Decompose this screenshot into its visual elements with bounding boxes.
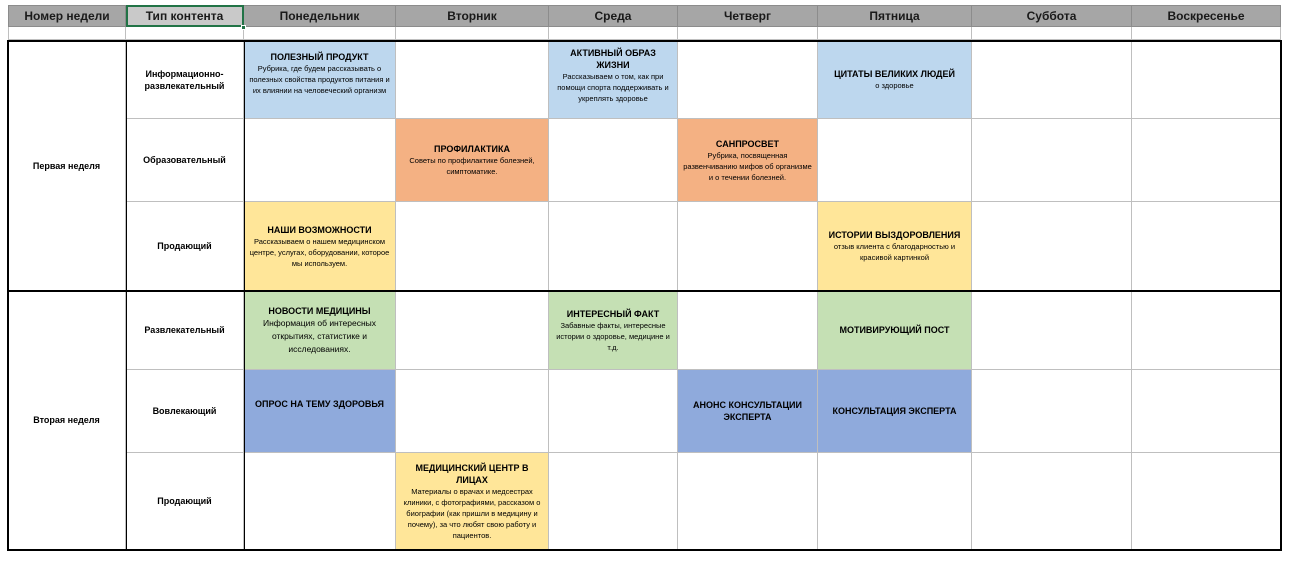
- selection-fill-handle[interactable]: [241, 25, 246, 30]
- empty-cell[interactable]: [818, 27, 972, 40]
- post-cell-our-capabilities[interactable]: [244, 202, 396, 291]
- column-divider: [244, 40, 245, 551]
- post-cell-motivational[interactable]: [818, 291, 972, 370]
- post-title: ИНТЕРЕСНЫЙ ФАКТ: [566, 308, 660, 319]
- post-title: ПОЛЕЗНЫЙ ПРОДУКТ: [270, 52, 369, 62]
- empty-cell[interactable]: [1132, 27, 1281, 40]
- empty-cell[interactable]: [972, 453, 1132, 550]
- empty-cell[interactable]: [396, 41, 549, 119]
- content-type-cell[interactable]: [126, 453, 244, 550]
- post-cell-interesting-fact[interactable]: [549, 291, 678, 370]
- empty-cell[interactable]: [1132, 291, 1281, 370]
- post-cell-quotes[interactable]: [818, 41, 972, 119]
- empty-cell[interactable]: [549, 119, 678, 202]
- post-title: ЦИТАТЫ ВЕЛИКИХ ЛЮДЕЙ: [834, 69, 955, 79]
- content-type-cell[interactable]: [126, 119, 244, 202]
- content-type-label: Продающий: [157, 241, 212, 251]
- empty-cell[interactable]: [1132, 370, 1281, 453]
- empty-cell[interactable]: [549, 453, 678, 550]
- header-week-number[interactable]: Номер недели: [8, 5, 126, 27]
- post-title: НОВОСТИ МЕДИЦИНЫ: [268, 305, 371, 316]
- empty-cell[interactable]: [126, 27, 244, 40]
- content-type-cell[interactable]: [126, 370, 244, 453]
- empty-cell[interactable]: [678, 202, 818, 291]
- empty-cell[interactable]: [1132, 453, 1281, 550]
- empty-cell[interactable]: [1132, 119, 1281, 202]
- empty-cell[interactable]: [972, 291, 1132, 370]
- header-day-friday[interactable]: Пятница: [818, 5, 972, 27]
- empty-cell[interactable]: [244, 453, 396, 550]
- post-title: МОТИВИРУЮЩИЙ ПОСТ: [839, 325, 950, 335]
- header-day-saturday[interactable]: Суббота: [972, 5, 1132, 27]
- header-day-tuesday[interactable]: Вторник: [396, 5, 549, 27]
- empty-cell[interactable]: [818, 453, 972, 550]
- empty-cell[interactable]: [972, 27, 1132, 40]
- empty-cell[interactable]: [678, 27, 818, 40]
- content-type-label: Продающий: [157, 496, 212, 506]
- post-description: Рассказываем о нашем медицинском центре, услугах, оборудовании, которое мы используем.: [249, 236, 390, 268]
- post-cell-active-lifestyle[interactable]: [549, 41, 678, 119]
- empty-cell[interactable]: [396, 291, 549, 370]
- empty-cell[interactable]: [1132, 41, 1281, 119]
- empty-cell[interactable]: [396, 202, 549, 291]
- week-label: Первая неделя: [32, 160, 101, 171]
- header-day-monday[interactable]: Понедельник: [244, 5, 396, 27]
- content-type-label: Образовательный: [143, 155, 226, 165]
- empty-cell[interactable]: [8, 27, 126, 40]
- empty-cell[interactable]: [396, 27, 549, 40]
- post-description: Материалы о врачах и медсестрах клиники, с фотографиями, рассказом о биографии (как пришли в медицину и почему), за что любят свою работу и пациентов.: [403, 486, 541, 540]
- empty-cell[interactable]: [549, 27, 678, 40]
- empty-cell[interactable]: [972, 370, 1132, 453]
- post-description: Рубрика, где будем рассказывать о полезных свойства продуктов питания и их влиянии на человеческий организм: [249, 64, 390, 95]
- content-type-label: Вовлекающий: [152, 406, 217, 416]
- week-label-cell[interactable]: [8, 291, 126, 550]
- empty-cell[interactable]: [972, 119, 1132, 202]
- post-title: МЕДИЦИНСКИЙ ЦЕНТР В ЛИЦАХ: [415, 462, 529, 485]
- column-divider: [126, 40, 127, 551]
- post-cell-health-poll[interactable]: [244, 370, 396, 453]
- content-type-label: Развлекательный: [144, 325, 225, 335]
- header-day-thursday[interactable]: Четверг: [678, 5, 818, 27]
- post-title: НАШИ ВОЗМОЖНОСТИ: [267, 224, 372, 235]
- post-description: Рассказываем о том, как при помощи спорта поддерживать и укреплять здоровье: [557, 72, 669, 103]
- post-description: Забавные факты, интересные истории о здоровье, медицине и т.д.: [556, 320, 670, 352]
- content-type-label: Информационно-развлекательный: [144, 68, 225, 91]
- empty-cell[interactable]: [396, 370, 549, 453]
- content-type-cell[interactable]: [126, 202, 244, 291]
- post-title: КОНСУЛЬТАЦИЯ ЭКСПЕРТА: [832, 406, 957, 416]
- post-cell-recovery-stories[interactable]: [818, 202, 972, 291]
- header-day-wednesday[interactable]: Среда: [549, 5, 678, 27]
- post-cell-sanitary-education[interactable]: [678, 119, 818, 202]
- empty-cell[interactable]: [678, 453, 818, 550]
- week-label: Вторая неделя: [33, 415, 100, 425]
- post-title: ПРОФИЛАКТИКА: [434, 144, 510, 154]
- post-title: АКТИВНЫЙ ОБРАЗ ЖИЗНИ: [570, 48, 656, 70]
- post-title: ИСТОРИИ ВЫЗДОРОВЛЕНИЯ: [828, 230, 961, 240]
- empty-cell[interactable]: [549, 370, 678, 453]
- empty-cell[interactable]: [549, 202, 678, 291]
- post-title: АНОНС КОНСУЛЬТАЦИИ ЭКСПЕРТА: [693, 400, 802, 422]
- post-description: Информация об интересных открытиях, статистике и исследованиях.: [262, 317, 377, 354]
- empty-cell[interactable]: [972, 202, 1132, 291]
- post-title: САНПРОСВЕТ: [715, 138, 780, 149]
- post-description: отзыв клиента с благодарностью и красивой картинкой: [833, 242, 956, 262]
- post-description: Рубрика, посвященная развенчиванию мифов об организме и о течении болезней.: [683, 150, 812, 182]
- header-content-type[interactable]: Тип контента: [126, 5, 244, 27]
- post-cell-clinic-faces[interactable]: [396, 453, 549, 550]
- header-day-sunday[interactable]: Воскресенье: [1132, 5, 1281, 27]
- empty-cell[interactable]: [678, 291, 818, 370]
- content-type-cell[interactable]: [126, 41, 244, 119]
- week-label-cell[interactable]: [8, 41, 126, 291]
- empty-cell[interactable]: [244, 119, 396, 202]
- post-cell-expert-consultation[interactable]: [818, 370, 972, 453]
- week-divider: [7, 290, 1282, 292]
- post-cell-prevention[interactable]: [396, 119, 549, 202]
- empty-cell[interactable]: [972, 41, 1132, 119]
- post-cell-consultation-announcement[interactable]: [678, 370, 818, 453]
- post-description: о здоровье: [875, 81, 914, 90]
- empty-cell[interactable]: [818, 119, 972, 202]
- post-title: ОПРОС НА ТЕМУ ЗДОРОВЬЯ: [255, 399, 384, 409]
- post-cell-useful-product[interactable]: [244, 41, 396, 119]
- empty-cell[interactable]: [678, 41, 818, 119]
- empty-cell[interactable]: [1132, 202, 1281, 291]
- content-type-cell[interactable]: [126, 291, 244, 370]
- post-cell-medical-news[interactable]: [244, 291, 396, 370]
- empty-cell[interactable]: [244, 27, 396, 40]
- post-description: Советы по профилактике болезней, симптоматике.: [409, 156, 535, 176]
